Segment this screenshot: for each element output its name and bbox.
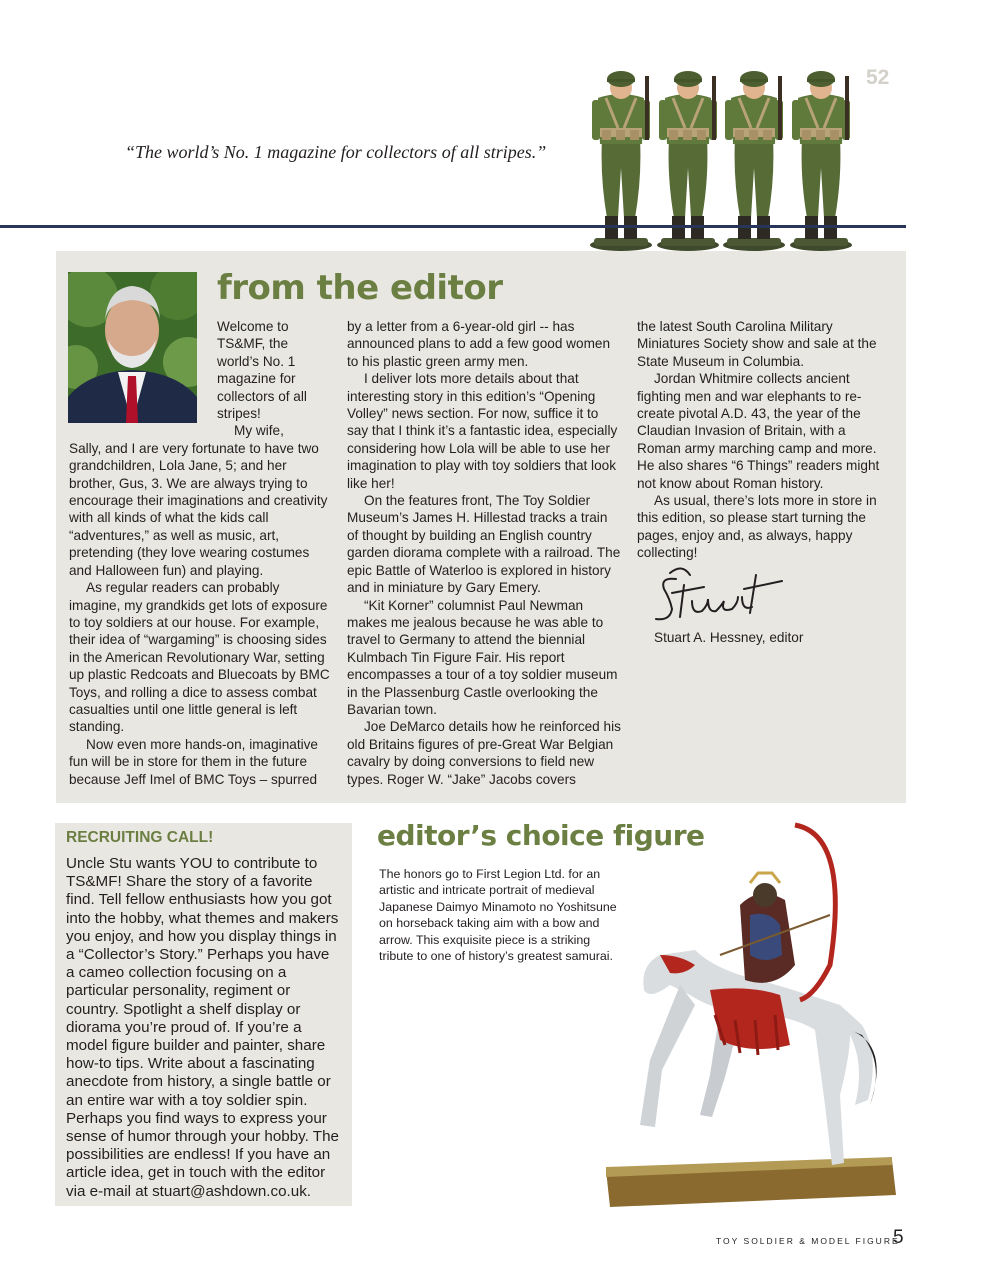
magazine-tagline: “The world’s No. 1 magazine for collectors of all stripes.” [125,142,547,162]
editor-column-1 [69,318,331,788]
editor-paragraph: As regular readers can probably imagine, my grandkids get lots of exposure to toy soldiers at our house. For example, their idea of “wargaming” is choosing sides in the American Revolutionary War, setting up plastic Redcoats and Bluecoats by BMC Toys, and rolling a dice to assess combat casualties until one little general is left standing. [69,580,330,735]
editor-name: Stuart A. Hessney, editor [654,630,804,645]
footer-magazine-name: TOY SOLDIER & MODEL FIGURE [716,1236,900,1246]
editor-paragraph: I deliver lots more details about that interesting story in this edition’s “Opening Volley” news section. For now, suffice it to say that I think it’s a fantastic idea, especially considering how Lola will be able to use her imagination to play with toy soldiers that look like her! [347,371,618,491]
editor-paragraph: Sally, and I are very fortunate to have two grandchildren, Lola Jane, 5; and her brother, Gus, 3. We are always trying to encourage their imaginations and creativity with all kinds of what the kids call “adventures,” as well as music, art, pretending (they love wearing costumes and Halloween fun) and playing. [69,440,328,578]
editor-signature [652,565,802,627]
recruiting-title: RECRUITING CALL! [66,829,214,846]
editor-paragraph: “Kit Korner” columnist Paul Newman makes me jealous because he was able to travel to Germany to attend the biennial Kulmbach Tin Figure Fair. His report encompasses a tour of a toy soldier museum in the Plassenburg Castle overlooking the Bavarian town. [347,597,618,717]
editor-heading: from the editor [217,268,503,308]
issue-number: 52 [866,66,890,89]
editor-paragraph: the latest South Carolina Military Miniatures Society show and sale at the State Museum in Columbia. [637,319,877,369]
choice-description: The honors go to First Legion Ltd. for an artistic and intricate portrait of medieval Japanese Daimyo Minamoto no Yoshitsune on horseback taking aim with a bow and arrow. This exquisite piece is a striking tribute to one of history’s greatest samurai. [379,867,617,964]
welcome-paragraph: Welcome to TS&MF, the world’s No. 1 magazine for collectors of all stripes! [217,319,307,422]
editor-paragraph: by a letter from a 6-year-old girl -- has announced plans to add a few good women to his plastic green army men. [347,319,611,369]
editor-paragraph: On the features front, The Toy Soldier Museum’s James H. Hillestad tracks a train of thought by building an English country garden diorama complete with a railroad. The epic Battle of Waterloo is explored in history and in miniature by Gary Emery. [347,493,621,596]
wrap-text: My wife, [234,423,284,439]
recruiting-body: Uncle Stu wants YOU to contribute to TS&MF! Share the story of a favorite find. Tell fellow enthusiasts how you got into the hobby, what themes and makers you enjoy, and how you display things in a “Collector’s Story.” Perhaps you have a cameo collection focusing on a particular personality, regiment or country. Spotlight a shelf display or diorama you’re proud of. If you’re a model figure builder and painter, share how-to tips. Write about a fascinating anecdote from history, a single battle or an entire war with a toy soldier spin. Perhaps you find ways to express your sense of humor through your hobby. The possibilities are endless! If you have an article idea, get in touch with the editor via e-mail at stuart@ashdown.co.uk. [66,855,339,1200]
editor-column-3 [637,318,893,562]
header-rule [0,225,906,228]
editor-paragraph: Jordan Whitmire collects ancient fighting men and war elephants to re-create pivotal A.D. 43, the year of the Claudian Invasion of Britain, with a Roman army marching camp and more. He also shares “6 Things” readers might not know about Roman history. [637,371,880,491]
editor-paragraph: Now even more hands-on, imaginative fun will be in store for them in the future because Jeff Imel of BMC Toys – spurred [69,736,318,787]
page-number: 5 [893,1227,904,1248]
choice-heading: editor’s choice figure [377,819,705,852]
editor-column-2 [347,318,621,788]
editor-paragraph: As usual, there’s lots more in store in this edition, so please start turning the pages, enjoy and, as always, happy collecting! [637,493,877,561]
editor-paragraph: Joe DeMarco details how he reinforced his old Britains figures of pre-Great War Belgian cavalry by doing conversions to field new types. Roger W. “Jake” Jacobs covers [347,719,621,787]
samurai-figure-image [600,815,900,1210]
